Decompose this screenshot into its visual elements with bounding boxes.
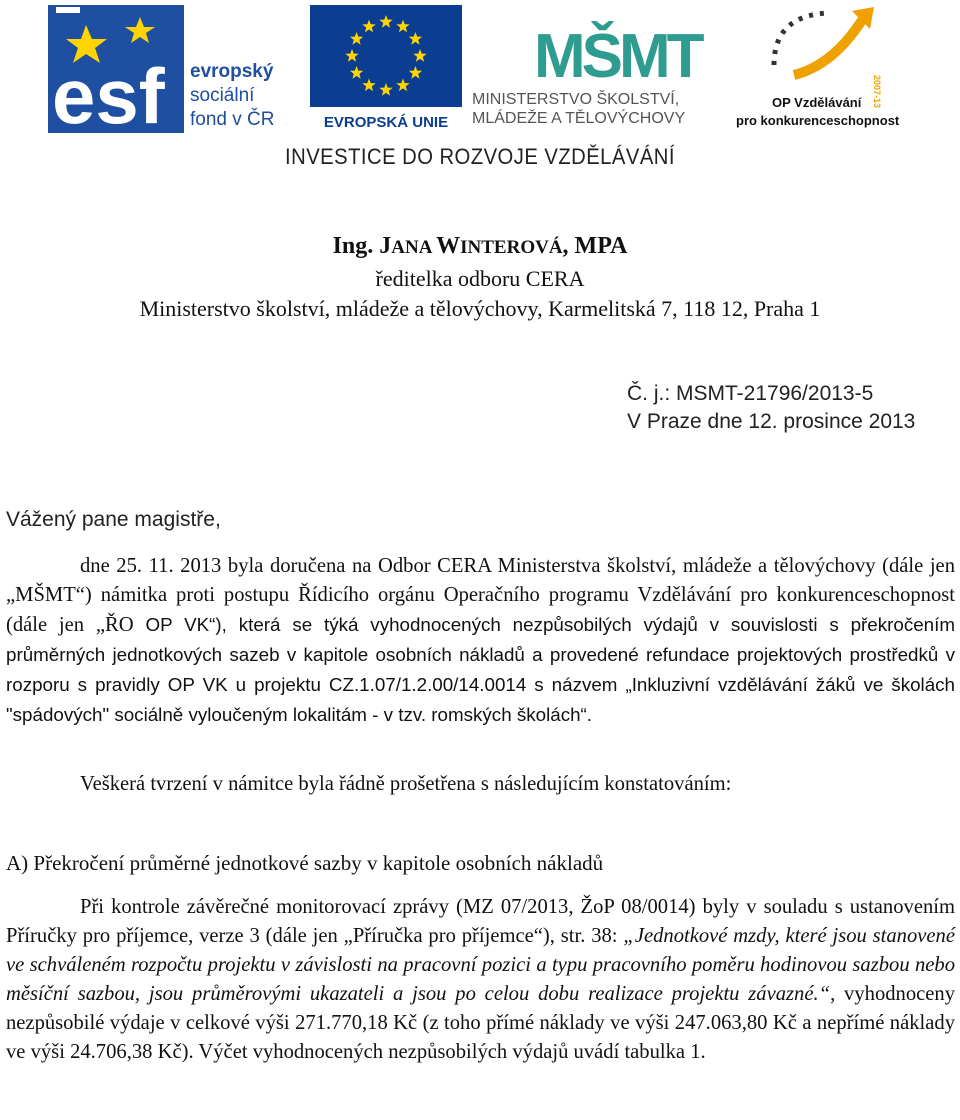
msmt-logo bbox=[470, 5, 728, 133]
reference-number: Č. j.: MSMT-21796/2013-5 bbox=[627, 382, 874, 405]
paragraph-2: Veškerá tvrzení v námitce byla řádně prošetřena s následujícím konstatováním: bbox=[80, 773, 732, 795]
salutation: Vážený pane magistře, bbox=[6, 508, 221, 531]
esf-logo bbox=[48, 5, 301, 133]
addressee-name bbox=[0, 233, 960, 260]
opvk-years: 2007-13 bbox=[872, 75, 882, 109]
name-ana: ANA bbox=[391, 237, 437, 258]
name-interova: INTEROVÁ bbox=[460, 237, 563, 258]
opvk-line2: pro konkurenceschopnost bbox=[736, 113, 900, 128]
svg-text:esf: esf bbox=[52, 52, 165, 133]
paragraph-3 bbox=[6, 893, 955, 1067]
esf-line1: evropský bbox=[190, 61, 274, 82]
msmt-line2: MLÁDEŽE A TĚLOVÝCHOVY bbox=[472, 110, 686, 127]
paragraph-1-serif: dne 25. 11. 2013 byla doručena na Odbor CERA Ministerstva školství, mládeže a tělovýchovy (dále jen „MŠMT“) námitka proti postupu Řídicího orgánu Operačního programu Vzdělávání pro konkurenceschopnost (dále jen „ŘO bbox=[6, 555, 955, 636]
esf-logo-mark bbox=[48, 5, 301, 133]
paragraph-3-quote: „Jednotkové mzdy, které jsou stanovené ve schváleném rozpočtu projektu v závislosti na pracovní pozici a typu pracovního poměru hodinovou sazbou nebo měsíční sazbou, jsou průměrovými ukazateli a jsou po celou dobu realizace projektu závazné.“ bbox=[6, 925, 955, 1005]
name-j: J bbox=[379, 233, 392, 259]
eu-label: EVROPSKÁ UNIE bbox=[323, 114, 449, 131]
logo-tagline: INVESTICE DO ROZVOJE VZDĚLÁVÁNÍ bbox=[285, 144, 675, 169]
msmt-letters: MŠMT bbox=[534, 22, 701, 91]
opvk-logo bbox=[734, 5, 904, 133]
opvk-logo-mark bbox=[734, 5, 904, 133]
paragraph-1-sans: OP VK“), která se týká vyhodnocených nezpůsobilých výdajů v souvislosti s překročením průměrných jednotkových sazeb v kapitole osobních nákladů a provedené refundace projektových prostředků v rozporu s pravidly OP VK u projektu CZ.1.07/1.2.00/14.0014 s názvem „Inkluzivní vzdělávání žáků ve školách "spádových" sociálně vyloučeným lokalitám - v tzv. romských školách“. bbox=[6, 614, 955, 725]
name-prefix: Ing. bbox=[332, 233, 380, 259]
reference-date: V Praze dne 12. prosince 2013 bbox=[627, 410, 916, 433]
eu-logo bbox=[310, 5, 462, 133]
section-a-heading: A) Překročení průměrné jednotkové sazby v kapitole osobních nákladů bbox=[6, 851, 604, 875]
msmt-logo-mark bbox=[470, 5, 728, 133]
eu-flag bbox=[310, 5, 462, 133]
name-w: W bbox=[436, 233, 461, 259]
addressee-role: ředitelka odboru CERA bbox=[375, 266, 585, 291]
msmt-line1: MINISTERSTVO ŠKOLSTVÍ, bbox=[472, 91, 680, 108]
paragraph-3-end: , vyhodnoceny nezpůsobilé výdaje v celkové výši 271.770,18 Kč (z toho přímé náklady ve výši 247.063,80 Kč a nepřímé náklady ve výši 24.706,38 Kč). Výčet vyhodnocených nezpůsobilých výdajů uvádí tabulka 1. bbox=[6, 983, 956, 1063]
opvk-line1: OP Vzdělávání bbox=[772, 95, 862, 110]
paragraph-3-start: Při kontrole závěrečné monitorovací zprávy (MZ 07/2013, ŽoP 08/0014) byly v souladu s ustanovením Příručky pro příjemce, verze 3 (dále jen „Příručka pro příjemce“), str. 38: bbox=[6, 896, 955, 947]
addressee-address: Ministerstvo školství, mládeže a tělovýchovy, Karmelitská 7, 118 12, Praha 1 bbox=[139, 296, 821, 321]
paragraph-1 bbox=[6, 552, 955, 730]
esf-line2: sociální bbox=[190, 85, 255, 106]
esf-line3: fond v ČR bbox=[190, 109, 275, 130]
name-suffix: , MPA bbox=[562, 233, 628, 259]
